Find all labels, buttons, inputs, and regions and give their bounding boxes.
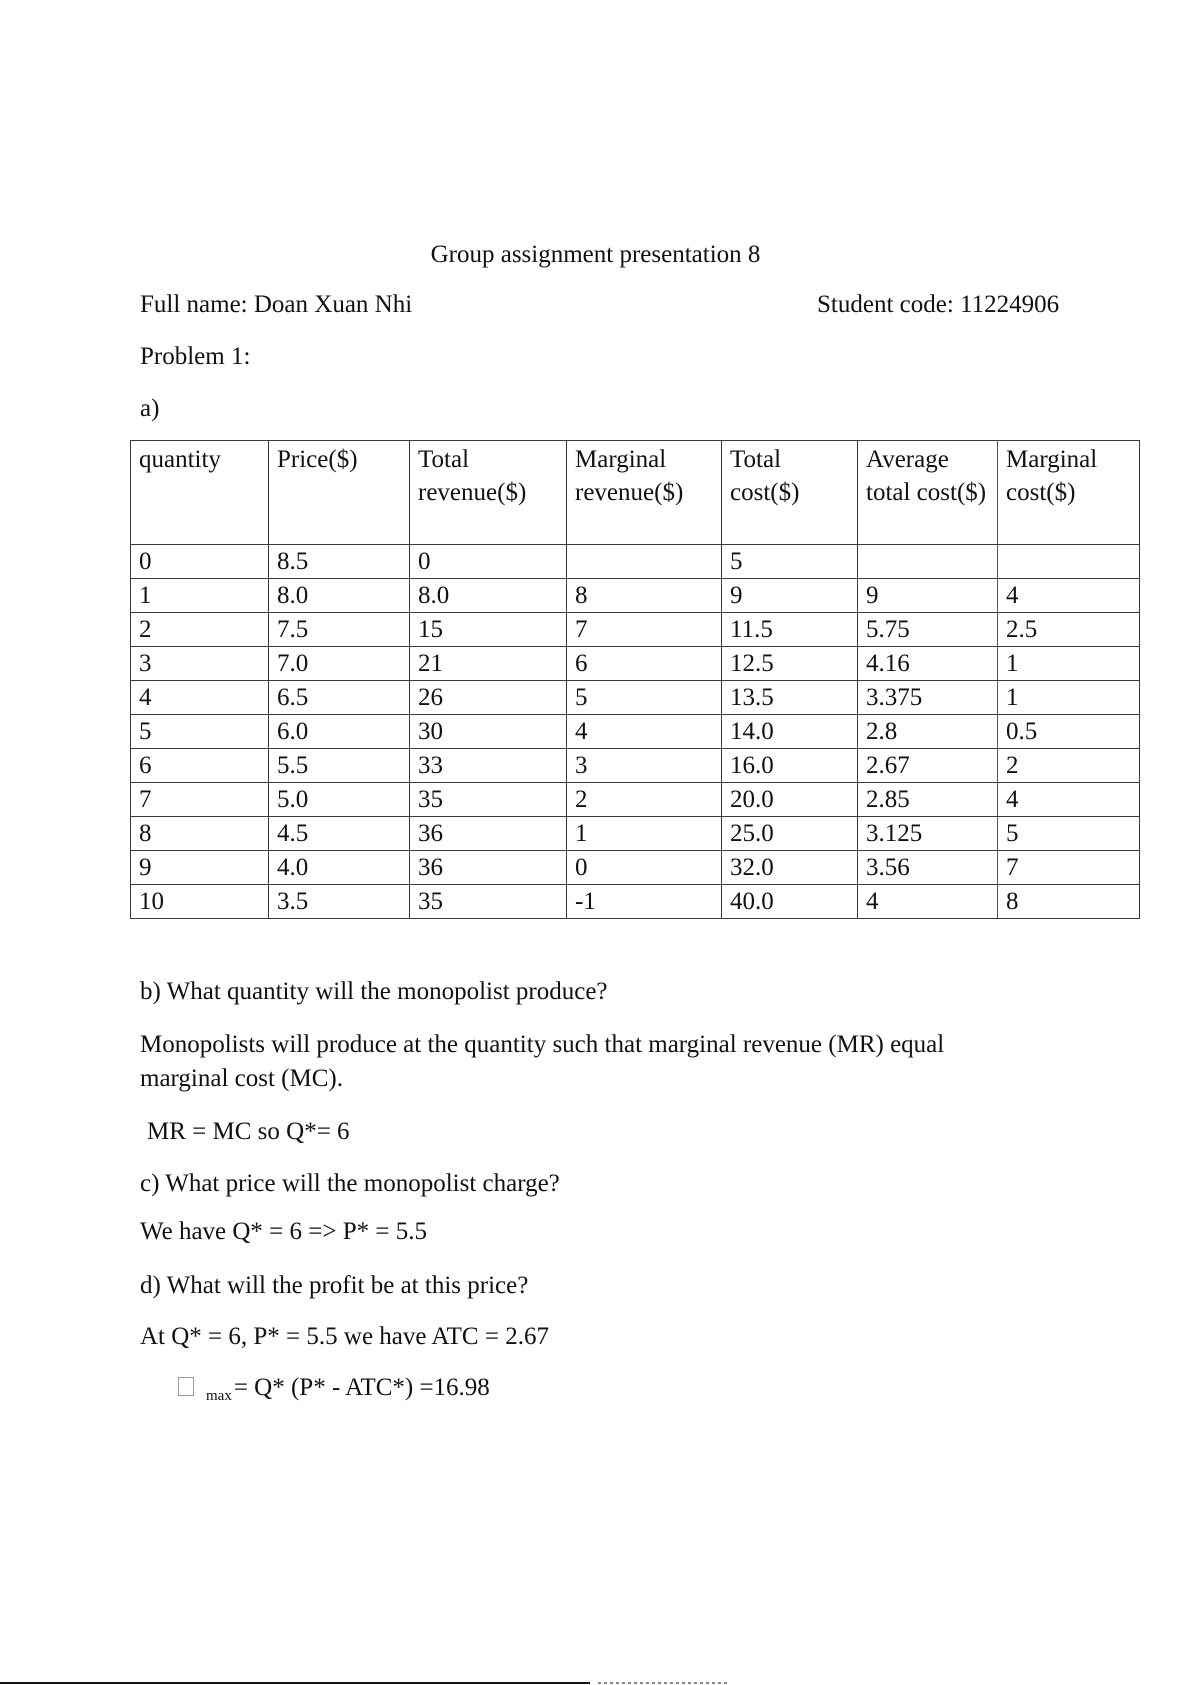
table-cell: 6.0	[269, 715, 410, 749]
table-cell: 3.125	[858, 817, 998, 851]
table-cell: 4.5	[269, 817, 410, 851]
table-cell: 36	[410, 817, 567, 851]
column-header: Total revenue($)	[410, 441, 567, 545]
table-cell: 0	[131, 545, 269, 579]
column-header: quantity	[131, 441, 269, 545]
table-cell: 5	[131, 715, 269, 749]
table-cell: 1	[567, 817, 722, 851]
page-bottom-rule	[0, 1682, 590, 1684]
table-cell: 2.5	[998, 613, 1140, 647]
table-cell: 5	[567, 681, 722, 715]
table-row	[131, 851, 1140, 885]
answer-c: We have Q* = 6 => P* = 5.5	[140, 1218, 427, 1245]
table-cell: 3	[567, 749, 722, 783]
table-cell: 5.75	[858, 613, 998, 647]
table-cell: 5.0	[269, 783, 410, 817]
table-cell: 4	[858, 885, 998, 919]
part-a-label: a)	[140, 395, 160, 422]
cost-revenue-table	[130, 440, 1140, 919]
table-cell: 5	[722, 545, 858, 579]
table-cell: 0.5	[998, 715, 1140, 749]
table-row	[131, 545, 1140, 579]
table-cell: 33	[410, 749, 567, 783]
table-cell: 4.16	[858, 647, 998, 681]
answer-b-result: MR = MC so Q*= 6	[147, 1118, 350, 1145]
answer-b-line-1: Monopolists will produce at the quantity such that marginal revenue (MR) equal	[140, 1031, 945, 1058]
question-d: d) What will the profit be at this price?	[140, 1272, 529, 1299]
document-title: Group assignment presentation 8	[430, 241, 761, 268]
table-cell: 4.0	[269, 851, 410, 885]
page-bottom-rule-fragment	[598, 1682, 728, 1684]
table-cell: 40.0	[722, 885, 858, 919]
column-header: Marginal cost($)	[998, 441, 1140, 545]
question-c: c) What price will the monopolist charge?	[140, 1170, 560, 1197]
table-cell: 7	[567, 613, 722, 647]
table-cell: 10	[131, 885, 269, 919]
table-cell: 2	[131, 613, 269, 647]
table-cell: 7.5	[269, 613, 410, 647]
table-cell: 2.67	[858, 749, 998, 783]
table-cell: 4	[567, 715, 722, 749]
table-header-row	[131, 441, 1140, 545]
column-header: Total cost($)	[722, 441, 858, 545]
table-cell: 8.0	[269, 579, 410, 613]
table-cell: 4	[998, 579, 1140, 613]
table-cell: 14.0	[722, 715, 858, 749]
missing-glyph-icon	[178, 1377, 194, 1396]
table-cell: 8.0	[410, 579, 567, 613]
table-cell: 6	[131, 749, 269, 783]
table-row	[131, 817, 1140, 851]
table-cell: 7	[998, 851, 1140, 885]
table-cell: 8	[567, 579, 722, 613]
table-cell: 9	[722, 579, 858, 613]
table-cell: 4	[131, 681, 269, 715]
table-row	[131, 579, 1140, 613]
table-cell: 36	[410, 851, 567, 885]
profit-formula	[178, 1374, 490, 1404]
table-cell: 6	[567, 647, 722, 681]
table-cell: 11.5	[722, 613, 858, 647]
table-cell: 8	[998, 885, 1140, 919]
table-cell: 30	[410, 715, 567, 749]
table-cell: 12.5	[722, 647, 858, 681]
table-cell: 8.5	[269, 545, 410, 579]
table-cell: 15	[410, 613, 567, 647]
answer-d: At Q* = 6, P* = 5.5 we have ATC = 2.67	[140, 1323, 549, 1350]
table-cell: 5.5	[269, 749, 410, 783]
table-cell	[998, 545, 1140, 579]
table-cell: 3.375	[858, 681, 998, 715]
table-cell: 1	[131, 579, 269, 613]
table-cell	[567, 545, 722, 579]
table-cell: 0	[567, 851, 722, 885]
table-cell: 3.56	[858, 851, 998, 885]
table-cell: 25.0	[722, 817, 858, 851]
column-header: Price($)	[269, 441, 410, 545]
table-cell: 5	[998, 817, 1140, 851]
table-row	[131, 885, 1140, 919]
table-cell: 1	[998, 647, 1140, 681]
profit-expression: = Q* (P* - ATC*) =16.98	[233, 1374, 490, 1401]
table-cell: 35	[410, 783, 567, 817]
table-cell: -1	[567, 885, 722, 919]
table-row	[131, 681, 1140, 715]
table-cell: 4	[998, 783, 1140, 817]
table-cell: 2.85	[858, 783, 998, 817]
table-row	[131, 749, 1140, 783]
table-cell: 3.5	[269, 885, 410, 919]
table-cell: 20.0	[722, 783, 858, 817]
profit-subscript: max	[206, 1388, 232, 1404]
table-cell: 2	[998, 749, 1140, 783]
question-b: b) What quantity will the monopolist produce?	[140, 978, 608, 1005]
problem-heading: Problem 1:	[140, 343, 251, 370]
full-name: Full name: Doan Xuan Nhi	[140, 291, 413, 318]
table-cell: 0	[410, 545, 567, 579]
table-cell: 1	[998, 681, 1140, 715]
table-cell: 8	[131, 817, 269, 851]
answer-b-line-2: marginal cost (MC).	[140, 1065, 343, 1092]
table-cell: 7	[131, 783, 269, 817]
table-cell: 32.0	[722, 851, 858, 885]
table-cell: 3	[131, 647, 269, 681]
table-cell: 2	[567, 783, 722, 817]
table-row	[131, 613, 1140, 647]
table-cell: 26	[410, 681, 567, 715]
table-row	[131, 783, 1140, 817]
table-cell: 13.5	[722, 681, 858, 715]
table-cell: 6.5	[269, 681, 410, 715]
table-cell: 2.8	[858, 715, 998, 749]
student-code: Student code: 11224906	[817, 291, 1060, 318]
table-row	[131, 715, 1140, 749]
table-cell: 21	[410, 647, 567, 681]
column-header: Average total cost($)	[858, 441, 998, 545]
table-row	[131, 647, 1140, 681]
table-cell: 9	[858, 579, 998, 613]
table-cell: 9	[131, 851, 269, 885]
column-header: Marginal revenue($)	[567, 441, 722, 545]
table-cell: 7.0	[269, 647, 410, 681]
table-cell: 35	[410, 885, 567, 919]
table-cell: 16.0	[722, 749, 858, 783]
table-cell	[858, 545, 998, 579]
